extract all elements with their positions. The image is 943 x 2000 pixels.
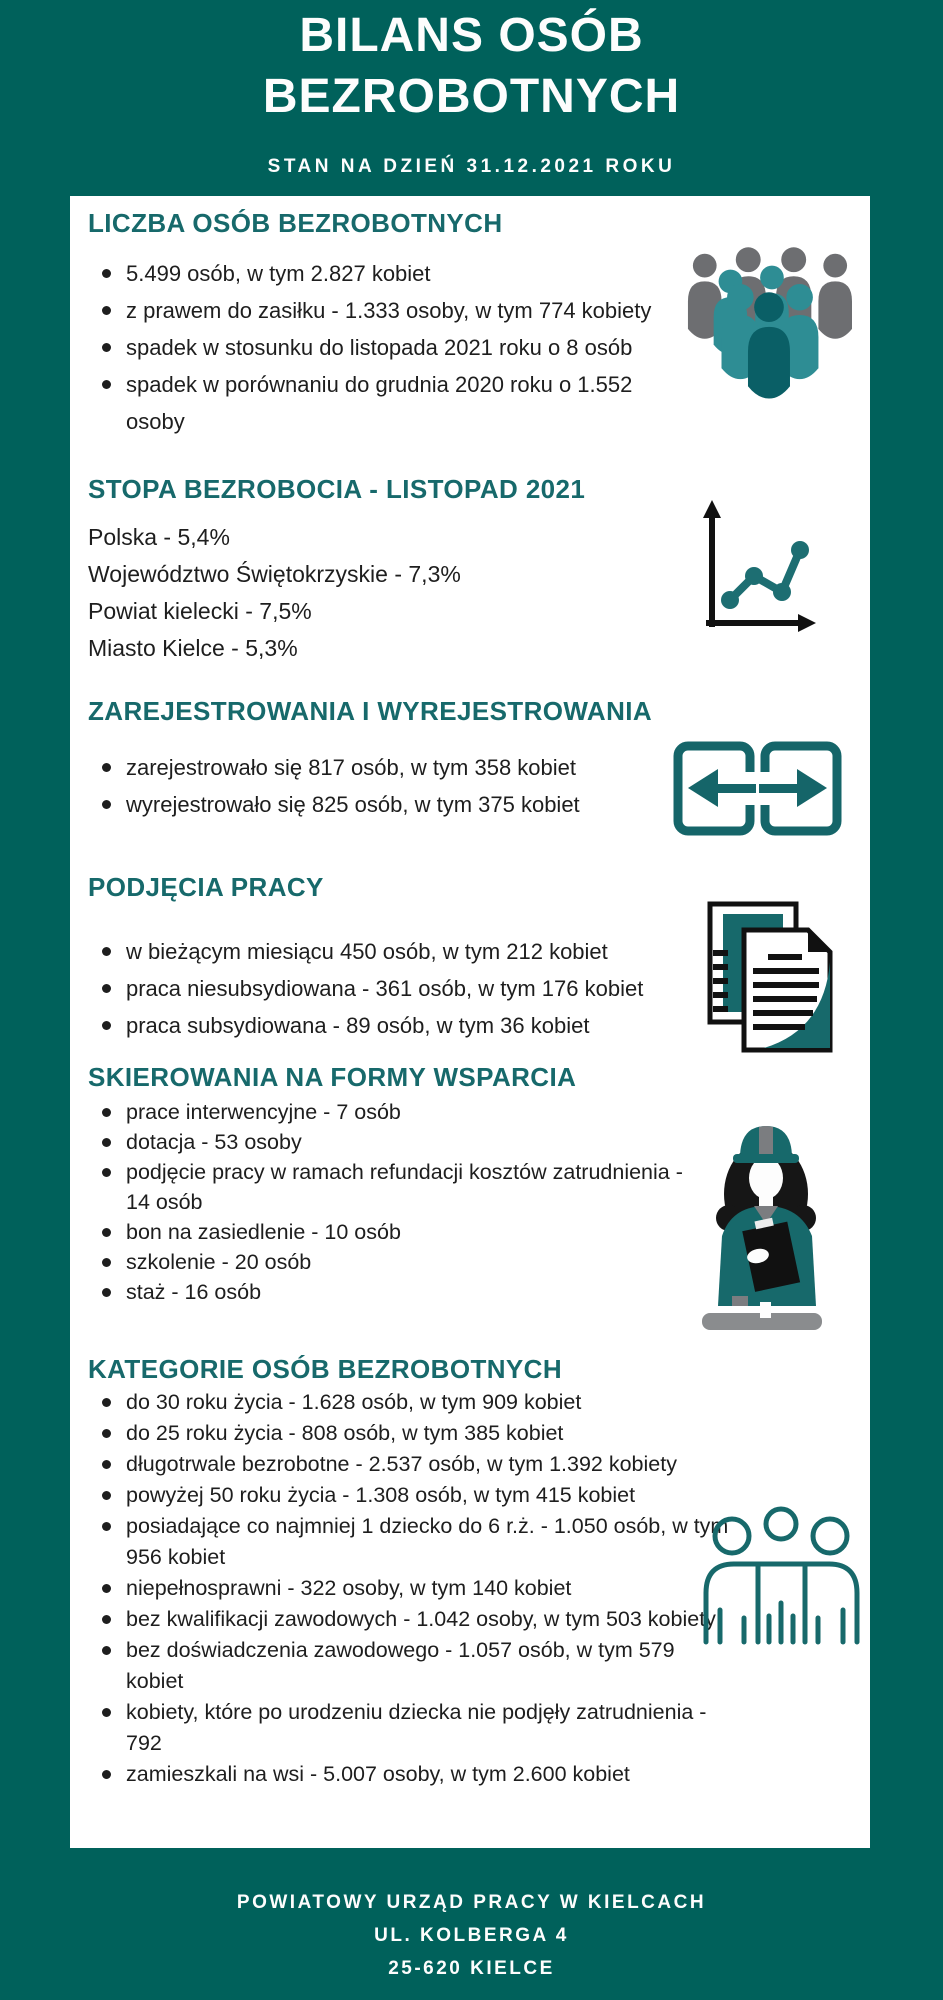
section-podjecia-pracy xyxy=(88,872,678,1044)
footer xyxy=(0,1886,943,1985)
bullet-list xyxy=(88,933,678,1044)
list-item: staż - 16 osób xyxy=(126,1277,698,1307)
section-kategorie xyxy=(88,1354,733,1790)
list-item: niepełnosprawni - 322 osoby, w tym 140 kobiet xyxy=(126,1573,733,1604)
list-item: powyżej 50 roku życia - 1.308 osób, w tym 415 kobiet xyxy=(126,1480,733,1511)
content-card xyxy=(70,196,870,1848)
section-heading: LICZBA OSÓB BEZROBOTNYCH xyxy=(88,208,503,238)
list-item: bon na zasiedlenie - 10 osób xyxy=(126,1217,698,1247)
section-heading: SKIEROWANIA NA FORMY WSPARCIA xyxy=(88,1062,577,1092)
footer-org-name: POWIATOWY URZĄD PRACY W KIELCACH xyxy=(236,1892,707,1913)
documents-icon xyxy=(696,898,841,1053)
page-title xyxy=(0,6,943,128)
list-item: wyrejestrowało się 825 osób, w tym 375 kobiet xyxy=(126,786,678,823)
list-item: podjęcie pracy w ramach refundacji kosztów zatrudnienia - 14 osób xyxy=(126,1157,698,1217)
footer-street: UL. KOLBERGA 4 xyxy=(374,1925,569,1946)
section-heading: KATEGORIE OSÓB BEZROBOTNYCH xyxy=(88,1354,563,1384)
section-heading: PODJĘCIA PRACY xyxy=(88,872,324,902)
list-item: bez kwalifikacji zawodowych - 1.042 osoby, w tym 503 kobiety xyxy=(126,1604,733,1635)
section-heading: STOPA BEZROBOCIA - LISTOPAD 2021 xyxy=(88,474,586,504)
list-item: 5.499 osób, w tym 2.827 kobiet xyxy=(126,255,663,292)
stat-line: Polska - 5,4% xyxy=(88,524,230,550)
list-item: bez doświadczenia zawodowego - 1.057 osób, w tym 579 kobiet xyxy=(126,1635,733,1697)
bullet-list xyxy=(88,255,663,440)
list-item: zamieszkali na wsi - 5.007 osoby, w tym 2.600 kobiet xyxy=(126,1759,733,1790)
stat-line: Miasto Kielce - 5,3% xyxy=(88,635,298,661)
list-item: szkolenie - 20 osób xyxy=(126,1247,698,1277)
page-title-line1: BILANS OSÓB xyxy=(299,9,644,62)
list-item: spadek w stosunku do listopada 2021 roku o 8 osób xyxy=(126,329,663,366)
list-item: w bieżącym miesiącu 450 osób, w tym 212 kobiet xyxy=(126,933,678,970)
list-item: długotrwale bezrobotne - 2.537 osób, w tym 1.392 kobiety xyxy=(126,1449,733,1480)
list-item: praca subsydiowana - 89 osób, w tym 36 kobiet xyxy=(126,1007,678,1044)
stat-lines xyxy=(88,519,663,667)
crowd-icon xyxy=(662,234,874,402)
section-heading: ZAREJESTROWANIA I WYREJESTROWANIA xyxy=(88,696,653,726)
stat-line: Powiat kielecki - 7,5% xyxy=(88,598,312,624)
list-item: do 25 roku życia - 808 osób, w tym 385 kobiet xyxy=(126,1418,733,1449)
page-title-line2: BEZROBOTNYCH xyxy=(262,69,681,123)
stat-line: Województwo Świętokrzyskie - 7,3% xyxy=(88,561,461,587)
bullet-list xyxy=(88,1387,733,1790)
list-item: zarejestrowało się 817 osób, w tym 358 kobiet xyxy=(126,749,678,786)
team-icon xyxy=(694,1498,869,1648)
list-item: posiadające co najmniej 1 dziecko do 6 r.ż. - 1.050 osób, w tym 956 kobiet xyxy=(126,1511,733,1573)
list-item: prace interwencyjne - 7 osób xyxy=(126,1097,698,1127)
section-zarejestrowania xyxy=(88,696,678,823)
section-stopa-bezrobocia xyxy=(88,474,663,667)
list-item: spadek w porównaniu do grudnia 2020 roku o 1.552 osoby xyxy=(126,366,663,440)
list-item: praca niesubsydiowana - 361 osób, w tym 176 kobiet xyxy=(126,970,678,1007)
page-subtitle: STAN NA DZIEŃ 31.12.2021 ROKU xyxy=(267,156,676,177)
section-liczba-osob xyxy=(88,208,663,440)
line-chart-icon xyxy=(682,492,832,647)
section-skierowania xyxy=(88,1062,698,1307)
list-item: do 30 roku życia - 1.628 osób, w tym 909 kobiet xyxy=(126,1387,733,1418)
list-item: kobiety, które po urodzeniu dziecka nie podjęły zatrudnienia - 792 xyxy=(126,1697,733,1759)
bullet-list xyxy=(88,1097,698,1307)
list-item: z prawem do zasiłku - 1.333 osoby, w tym 774 kobiety xyxy=(126,292,663,329)
transfer-arrows-icon xyxy=(670,736,845,841)
worker-icon xyxy=(674,1106,859,1341)
footer-city: 25-620 KIELCE xyxy=(388,1958,555,1979)
bullet-list xyxy=(88,749,678,823)
list-item: dotacja - 53 osoby xyxy=(126,1127,698,1157)
